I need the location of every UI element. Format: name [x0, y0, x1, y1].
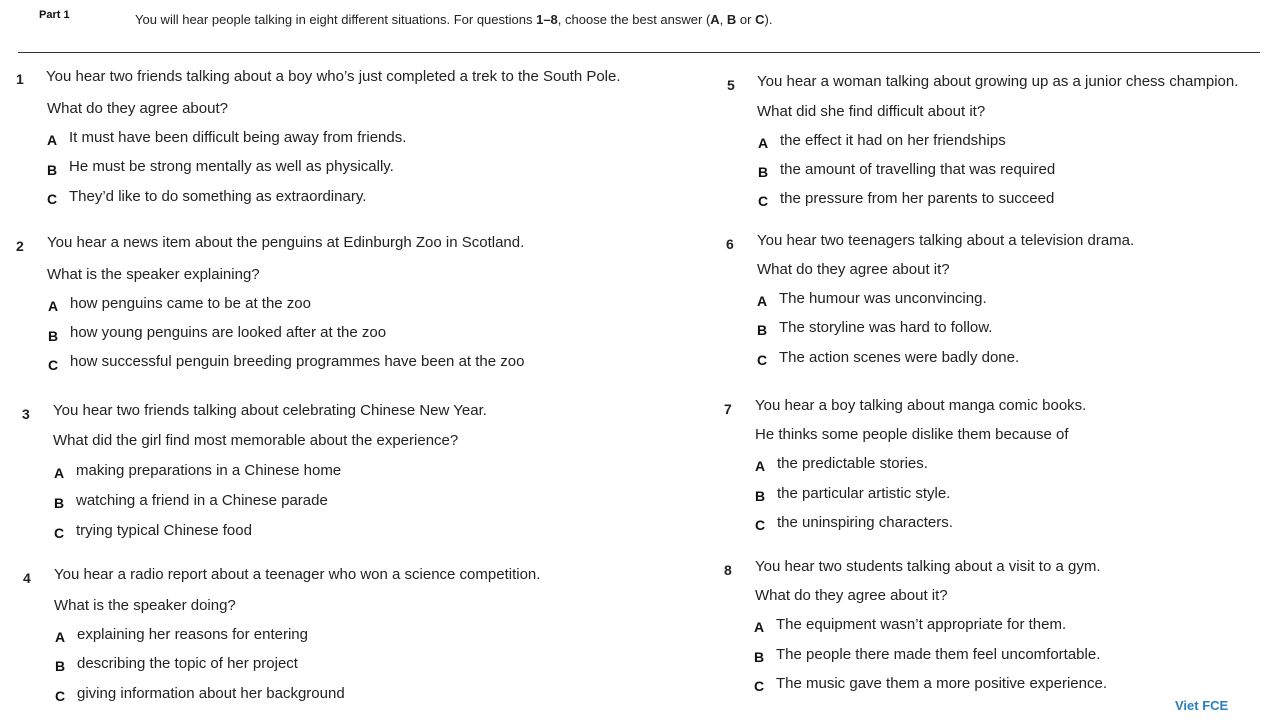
watermark: Viet FCE: [1175, 698, 1229, 713]
question-context: You hear a boy talking about manga comic books.: [755, 397, 1087, 414]
option-text: The humour was unconvincing.: [779, 290, 987, 307]
option-letter: C: [48, 357, 59, 373]
question-prompt: What did the girl find most memorable about the experience?: [53, 432, 459, 449]
option-text: the amount of travelling that was required: [780, 161, 1056, 178]
question-number: 3: [22, 406, 30, 422]
option-letter: C: [55, 688, 66, 704]
option-text: It must have been difficult being away from friends.: [69, 129, 407, 146]
option-text: watching a friend in a Chinese parade: [76, 492, 328, 509]
option-letter: A: [757, 293, 768, 309]
question-number: 6: [726, 236, 734, 252]
option-text: He must be strong mentally as well as physically.: [69, 158, 394, 175]
option-letter: B: [55, 658, 66, 674]
option-letter: C: [758, 193, 769, 209]
option-text: the pressure from her parents to succeed: [780, 190, 1055, 207]
option-letter: B: [757, 322, 768, 338]
option-text: giving information about her background: [77, 685, 345, 702]
question-prompt: He thinks some people dislike them because of: [755, 426, 1069, 443]
option-text: making preparations in a Chinese home: [76, 462, 342, 479]
question-prompt: What is the speaker doing?: [54, 597, 236, 614]
question-prompt: What do they agree about?: [47, 100, 228, 117]
option-text: how successful penguin breeding programmes have been at the zoo: [70, 353, 525, 370]
option-text: The equipment wasn’t appropriate for them.: [776, 616, 1067, 633]
question-number: 7: [724, 401, 732, 417]
option-letter: A: [48, 298, 59, 314]
question-number: 5: [727, 77, 735, 93]
question-context: You hear a woman talking about growing up as a junior chess champion.: [757, 73, 1239, 90]
option-letter: C: [757, 352, 768, 368]
option-text: the particular artistic style.: [777, 485, 951, 502]
option-text: The music gave them a more positive experience.: [776, 675, 1107, 692]
option-text: how penguins came to be at the zoo: [70, 295, 311, 312]
question-prompt: What is the speaker explaining?: [47, 266, 260, 283]
option-letter: A: [758, 135, 769, 151]
question-context: You hear a news item about the penguins at Edinburgh Zoo in Scotland.: [47, 234, 525, 251]
option-letter: C: [754, 678, 765, 694]
option-letter: A: [54, 465, 65, 481]
option-letter: A: [754, 619, 765, 635]
option-letter: A: [47, 132, 58, 148]
option-text: They’d like to do something as extraordinary.: [69, 188, 367, 205]
question-prompt: What do they agree about it?: [757, 261, 950, 278]
option-letter: C: [755, 517, 766, 533]
option-letter: B: [54, 495, 65, 511]
option-letter: B: [47, 162, 58, 178]
question-number: 1: [16, 71, 24, 87]
question-context: You hear two students talking about a visit to a gym.: [755, 558, 1101, 575]
question-number: 4: [23, 570, 31, 586]
question-number: 2: [16, 238, 24, 254]
question-prompt: What do they agree about it?: [755, 587, 948, 604]
instructions: You will hear people talking in eight different situations. For questions 1–8, choose the best answer (A, B or C).: [135, 12, 773, 27]
option-text: describing the topic of her project: [77, 655, 298, 672]
option-letter: A: [55, 629, 66, 645]
option-letter: B: [758, 164, 769, 180]
question-context: You hear two teenagers talking about a television drama.: [757, 232, 1135, 249]
option-letter: B: [48, 328, 59, 344]
option-text: the uninspiring characters.: [777, 514, 953, 531]
option-text: The action scenes were badly done.: [779, 349, 1020, 366]
header-divider: [18, 52, 1260, 53]
question-prompt: What did she find difficult about it?: [757, 103, 986, 120]
option-text: the effect it had on her friendships: [780, 132, 1006, 149]
option-letter: A: [755, 458, 766, 474]
part-label: Part 1: [39, 9, 70, 21]
question-context: You hear two friends talking about a boy who’s just completed a trek to the South Pole.: [46, 68, 621, 85]
question-context: You hear two friends talking about celebrating Chinese New Year.: [53, 402, 487, 419]
option-text: The storyline was hard to follow.: [779, 319, 993, 336]
option-text: how young penguins are looked after at the zoo: [70, 324, 387, 341]
option-text: the predictable stories.: [777, 455, 928, 472]
option-letter: C: [47, 191, 58, 207]
option-text: explaining her reasons for entering: [77, 626, 308, 643]
option-text: trying typical Chinese food: [76, 522, 252, 539]
option-letter: B: [754, 649, 765, 665]
question-number: 8: [724, 562, 732, 578]
question-context: You hear a radio report about a teenager who won a science competition.: [54, 566, 541, 583]
option-letter: C: [54, 525, 65, 541]
option-letter: B: [755, 488, 766, 504]
option-text: The people there made them feel uncomfortable.: [776, 646, 1101, 663]
